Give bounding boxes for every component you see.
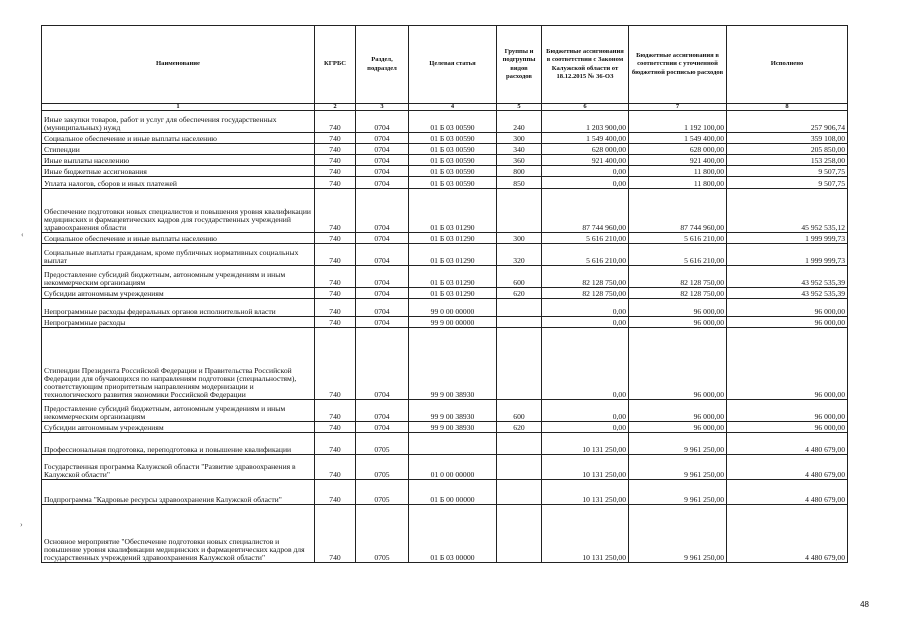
row-expense-group: 600 xyxy=(497,400,542,422)
row-assignment-refined: 5 616 210,00 xyxy=(629,244,727,266)
row-target-article: 01 Б 03 00590 xyxy=(409,177,497,189)
row-executed: 153 258,00 xyxy=(727,155,848,166)
row-kgrbs: 740 xyxy=(315,328,356,400)
row-name: Социальное обеспечение и иные выплаты населению xyxy=(42,233,315,244)
table-row xyxy=(42,177,848,189)
table-row xyxy=(42,244,848,266)
row-name: Социальные выплаты гражданам, кроме публичных нормативных социальных выплат xyxy=(42,244,315,266)
row-kgrbs: 740 xyxy=(315,400,356,422)
row-assignment-law: 628 000,00 xyxy=(542,144,629,155)
row-target-article: 01 Б 03 01290 xyxy=(409,233,497,244)
row-target-article: 01 Б 03 00590 xyxy=(409,144,497,155)
row-assignment-refined: 96 000,00 xyxy=(629,422,727,433)
row-assignment-law: 10 131 250,00 xyxy=(542,480,629,505)
row-kgrbs: 740 xyxy=(315,455,356,480)
column-number: 7 xyxy=(629,104,727,111)
row-assignment-refined: 87 744 960,00 xyxy=(629,189,727,233)
row-name: Основное мероприятие "Обеспечение подготовки новых специалистов и повышение уровня квалификации медицинских и фармацевтических кадров для государственных учреждений здравоохранения Калужской области" xyxy=(42,505,315,563)
row-razdel: 0704 xyxy=(356,299,409,317)
column-number: 3 xyxy=(356,104,409,111)
table-row xyxy=(42,233,848,244)
header-row xyxy=(42,26,848,104)
row-name: Предоставление субсидий бюджетным, автономным учреждениям и иным некоммерческим организациям xyxy=(42,266,315,288)
row-razdel: 0704 xyxy=(356,266,409,288)
row-razdel: 0704 xyxy=(356,288,409,299)
row-name: Иные закупки товаров, работ и услуг для обеспечения государственных (муниципальных) нужд xyxy=(42,111,315,133)
row-expense-group: 360 xyxy=(497,155,542,166)
row-kgrbs: 740 xyxy=(315,155,356,166)
row-target-article: 01 Б 03 01290 xyxy=(409,189,497,233)
row-assignment-refined: 1 192 100,00 xyxy=(629,111,727,133)
row-target-article: 01 Б 03 01290 xyxy=(409,288,497,299)
row-executed: 43 952 535,39 xyxy=(727,266,848,288)
row-executed: 96 000,00 xyxy=(727,299,848,317)
row-executed: 205 850,00 xyxy=(727,144,848,155)
row-razdel: 0704 xyxy=(356,144,409,155)
table-row xyxy=(42,288,848,299)
row-executed: 9 507,75 xyxy=(727,177,848,189)
row-name: Стипендии xyxy=(42,144,315,155)
column-number: 6 xyxy=(542,104,629,111)
row-executed: 4 480 679,00 xyxy=(727,505,848,563)
row-razdel: 0704 xyxy=(356,328,409,400)
table-row xyxy=(42,299,848,317)
row-kgrbs: 740 xyxy=(315,422,356,433)
row-target-article: 01 Б 03 00590 xyxy=(409,133,497,144)
row-razdel: 0704 xyxy=(356,244,409,266)
row-name: Обеспечение подготовки новых специалистов и повышения уровня квалификации медицинских и фармацевтических кадров для государственных учреждений здравоохранения области xyxy=(42,189,315,233)
page-number: 48 xyxy=(860,600,869,609)
row-expense-group: 300 xyxy=(497,133,542,144)
row-razdel: 0705 xyxy=(356,433,409,455)
table-row xyxy=(42,266,848,288)
row-name: Государственная программа Калужской области "Развитие здравоохранения в Калужской области" xyxy=(42,455,315,480)
row-assignment-refined: 96 000,00 xyxy=(629,317,727,328)
row-assignment-refined: 9 961 250,00 xyxy=(629,433,727,455)
header-name: Наименование xyxy=(42,26,315,104)
header-expense-groups: Группы и подгруппы видов расходов xyxy=(497,26,542,104)
row-executed: 4 480 679,00 xyxy=(727,455,848,480)
row-kgrbs: 740 xyxy=(315,505,356,563)
row-expense-group: 340 xyxy=(497,144,542,155)
row-assignment-law: 0,00 xyxy=(542,422,629,433)
table-row xyxy=(42,144,848,155)
row-executed: 257 906,74 xyxy=(727,111,848,133)
row-assignment-law: 0,00 xyxy=(542,328,629,400)
row-assignment-law: 10 131 250,00 xyxy=(542,455,629,480)
row-assignment-law: 0,00 xyxy=(542,177,629,189)
row-assignment-refined: 82 128 750,00 xyxy=(629,266,727,288)
row-razdel: 0704 xyxy=(356,166,409,177)
row-assignment-refined: 1 549 400,00 xyxy=(629,133,727,144)
row-kgrbs: 740 xyxy=(315,299,356,317)
row-executed: 1 999 999,73 xyxy=(727,233,848,244)
row-kgrbs: 740 xyxy=(315,166,356,177)
row-expense-group xyxy=(497,299,542,317)
row-razdel: 0704 xyxy=(356,400,409,422)
row-assignment-law: 10 131 250,00 xyxy=(542,433,629,455)
row-expense-group xyxy=(497,317,542,328)
row-name: Стипендии Президента Российской Федерации и Правительства Российской Федерации для обучающихся по направлениям подготовки (специальностям), соответствующим приоритетным направлениям модернизации и технологического развития экономики Российской Федерации xyxy=(42,328,315,400)
column-number: 1 xyxy=(42,104,315,111)
row-target-article: 01 Б 03 00590 xyxy=(409,155,497,166)
row-expense-group: 620 xyxy=(497,288,542,299)
row-expense-group: 850 xyxy=(497,177,542,189)
row-target-article: 01 Б 03 00000 xyxy=(409,505,497,563)
row-assignment-law: 10 131 250,00 xyxy=(542,505,629,563)
row-name: Субсидии автономным учреждениям xyxy=(42,422,315,433)
table-row xyxy=(42,328,848,400)
table-row xyxy=(42,400,848,422)
table-row xyxy=(42,189,848,233)
row-kgrbs: 740 xyxy=(315,480,356,505)
row-executed: 43 952 535,39 xyxy=(727,288,848,299)
row-expense-group xyxy=(497,455,542,480)
row-expense-group xyxy=(497,480,542,505)
row-name: Субсидии автономным учреждениям xyxy=(42,288,315,299)
header-kgrbs: КГРБС xyxy=(315,26,356,104)
scan-mark: ‹ xyxy=(21,230,24,239)
table-row xyxy=(42,317,848,328)
row-razdel: 0704 xyxy=(356,317,409,328)
row-executed: 96 000,00 xyxy=(727,328,848,400)
header-assignments-refined: Бюджетные ассигнования в соответствии с уточненной бюджетной росписью расходов xyxy=(629,26,727,104)
row-assignment-law: 0,00 xyxy=(542,317,629,328)
row-assignment-refined: 11 800,00 xyxy=(629,177,727,189)
row-executed: 96 000,00 xyxy=(727,422,848,433)
row-kgrbs: 740 xyxy=(315,177,356,189)
budget-table xyxy=(41,25,848,563)
column-number: 4 xyxy=(409,104,497,111)
row-razdel: 0704 xyxy=(356,177,409,189)
row-expense-group xyxy=(497,328,542,400)
row-assignment-refined: 11 800,00 xyxy=(629,166,727,177)
row-razdel: 0704 xyxy=(356,233,409,244)
row-executed: 96 000,00 xyxy=(727,400,848,422)
row-executed: 359 108,00 xyxy=(727,133,848,144)
table-row xyxy=(42,133,848,144)
row-name: Иные бюджетные ассигнования xyxy=(42,166,315,177)
row-assignment-refined: 9 961 250,00 xyxy=(629,505,727,563)
row-target-article: 99 9 00 00000 xyxy=(409,317,497,328)
row-assignment-refined: 9 961 250,00 xyxy=(629,480,727,505)
row-assignment-law: 82 128 750,00 xyxy=(542,266,629,288)
row-executed: 4 480 679,00 xyxy=(727,480,848,505)
table-row xyxy=(42,111,848,133)
row-assignment-refined: 96 000,00 xyxy=(629,328,727,400)
column-number: 8 xyxy=(727,104,848,111)
row-target-article: 01 Б 03 01290 xyxy=(409,266,497,288)
row-assignment-refined: 9 961 250,00 xyxy=(629,455,727,480)
row-razdel: 0705 xyxy=(356,455,409,480)
row-assignment-law: 0,00 xyxy=(542,166,629,177)
row-assignment-law: 82 128 750,00 xyxy=(542,288,629,299)
row-assignment-refined: 96 000,00 xyxy=(629,299,727,317)
row-name: Иные выплаты населению xyxy=(42,155,315,166)
row-expense-group: 600 xyxy=(497,266,542,288)
header-assignments-law: Бюджетные ассигнования в соответствии с Законом Калужской области от 18.12.2015 № 36-ОЗ xyxy=(542,26,629,104)
scan-mark: › xyxy=(20,520,23,529)
row-executed: 4 480 679,00 xyxy=(727,433,848,455)
row-kgrbs: 740 xyxy=(315,288,356,299)
row-expense-group xyxy=(497,189,542,233)
row-kgrbs: 740 xyxy=(315,233,356,244)
row-assignment-refined: 5 616 210,00 xyxy=(629,233,727,244)
row-target-article: 99 9 00 38930 xyxy=(409,400,497,422)
header-target-article: Целевая статья xyxy=(409,26,497,104)
row-assignment-law: 1 203 900,00 xyxy=(542,111,629,133)
row-assignment-refined: 82 128 750,00 xyxy=(629,288,727,299)
header-executed: Исполнено xyxy=(727,26,848,104)
row-kgrbs: 740 xyxy=(315,133,356,144)
table-row xyxy=(42,455,848,480)
row-expense-group: 620 xyxy=(497,422,542,433)
row-assignment-law: 0,00 xyxy=(542,299,629,317)
row-name: Непрограммные расходы федеральных органов исполнительной власти xyxy=(42,299,315,317)
row-assignment-refined: 96 000,00 xyxy=(629,400,727,422)
row-name: Уплата налогов, сборов и иных платежей xyxy=(42,177,315,189)
row-target-article: 99 9 00 38930 xyxy=(409,422,497,433)
row-razdel: 0704 xyxy=(356,111,409,133)
row-assignment-law: 921 400,00 xyxy=(542,155,629,166)
row-kgrbs: 740 xyxy=(315,244,356,266)
row-expense-group xyxy=(497,505,542,563)
row-razdel: 0704 xyxy=(356,189,409,233)
row-assignment-refined: 921 400,00 xyxy=(629,155,727,166)
row-target-article xyxy=(409,433,497,455)
row-executed: 1 999 999,73 xyxy=(727,244,848,266)
row-assignment-law: 0,00 xyxy=(542,400,629,422)
row-executed: 9 507,75 xyxy=(727,166,848,177)
row-expense-group: 240 xyxy=(497,111,542,133)
row-razdel: 0704 xyxy=(356,133,409,144)
row-razdel: 0704 xyxy=(356,155,409,166)
row-kgrbs: 740 xyxy=(315,433,356,455)
row-assignment-law: 87 744 960,00 xyxy=(542,189,629,233)
row-target-article: 01 0 00 00000 xyxy=(409,455,497,480)
row-razdel: 0705 xyxy=(356,480,409,505)
row-executed: 96 000,00 xyxy=(727,317,848,328)
row-kgrbs: 740 xyxy=(315,144,356,155)
row-expense-group xyxy=(497,433,542,455)
row-expense-group: 320 xyxy=(497,244,542,266)
table-row xyxy=(42,505,848,563)
table-row xyxy=(42,155,848,166)
row-name: Подпрограмма "Кадровые ресурсы здравоохранения Калужской области" xyxy=(42,480,315,505)
table-row xyxy=(42,422,848,433)
row-razdel: 0704 xyxy=(356,422,409,433)
row-name: Профессиональная подготовка, переподготовка и повышение квалификации xyxy=(42,433,315,455)
row-target-article: 99 9 00 38930 xyxy=(409,328,497,400)
row-assignment-law: 5 616 210,00 xyxy=(542,233,629,244)
row-kgrbs: 740 xyxy=(315,189,356,233)
table-row xyxy=(42,480,848,505)
row-kgrbs: 740 xyxy=(315,111,356,133)
row-executed: 45 952 535,12 xyxy=(727,189,848,233)
row-assignment-law: 5 616 210,00 xyxy=(542,244,629,266)
table-row xyxy=(42,433,848,455)
row-target-article: 01 Б 03 01290 xyxy=(409,244,497,266)
row-name: Социальное обеспечение и иные выплаты населению xyxy=(42,133,315,144)
row-target-article: 99 0 00 00000 xyxy=(409,299,497,317)
row-target-article: 01 Б 03 00590 xyxy=(409,166,497,177)
row-name: Предоставление субсидий бюджетным, автономным учреждениям и иным некоммерческим организациям xyxy=(42,400,315,422)
table-row xyxy=(42,166,848,177)
column-number: 2 xyxy=(315,104,356,111)
header-razdel: Раздел, подраздел xyxy=(356,26,409,104)
row-expense-group: 300 xyxy=(497,233,542,244)
row-expense-group: 800 xyxy=(497,166,542,177)
row-target-article: 01 Б 00 00000 xyxy=(409,480,497,505)
row-target-article: 01 Б 03 00590 xyxy=(409,111,497,133)
column-number: 5 xyxy=(497,104,542,111)
row-kgrbs: 740 xyxy=(315,317,356,328)
row-razdel: 0705 xyxy=(356,505,409,563)
column-number-row xyxy=(42,104,848,111)
row-name: Непрограммные расходы xyxy=(42,317,315,328)
row-kgrbs: 740 xyxy=(315,266,356,288)
row-assignment-refined: 628 000,00 xyxy=(629,144,727,155)
row-assignment-law: 1 549 400,00 xyxy=(542,133,629,144)
